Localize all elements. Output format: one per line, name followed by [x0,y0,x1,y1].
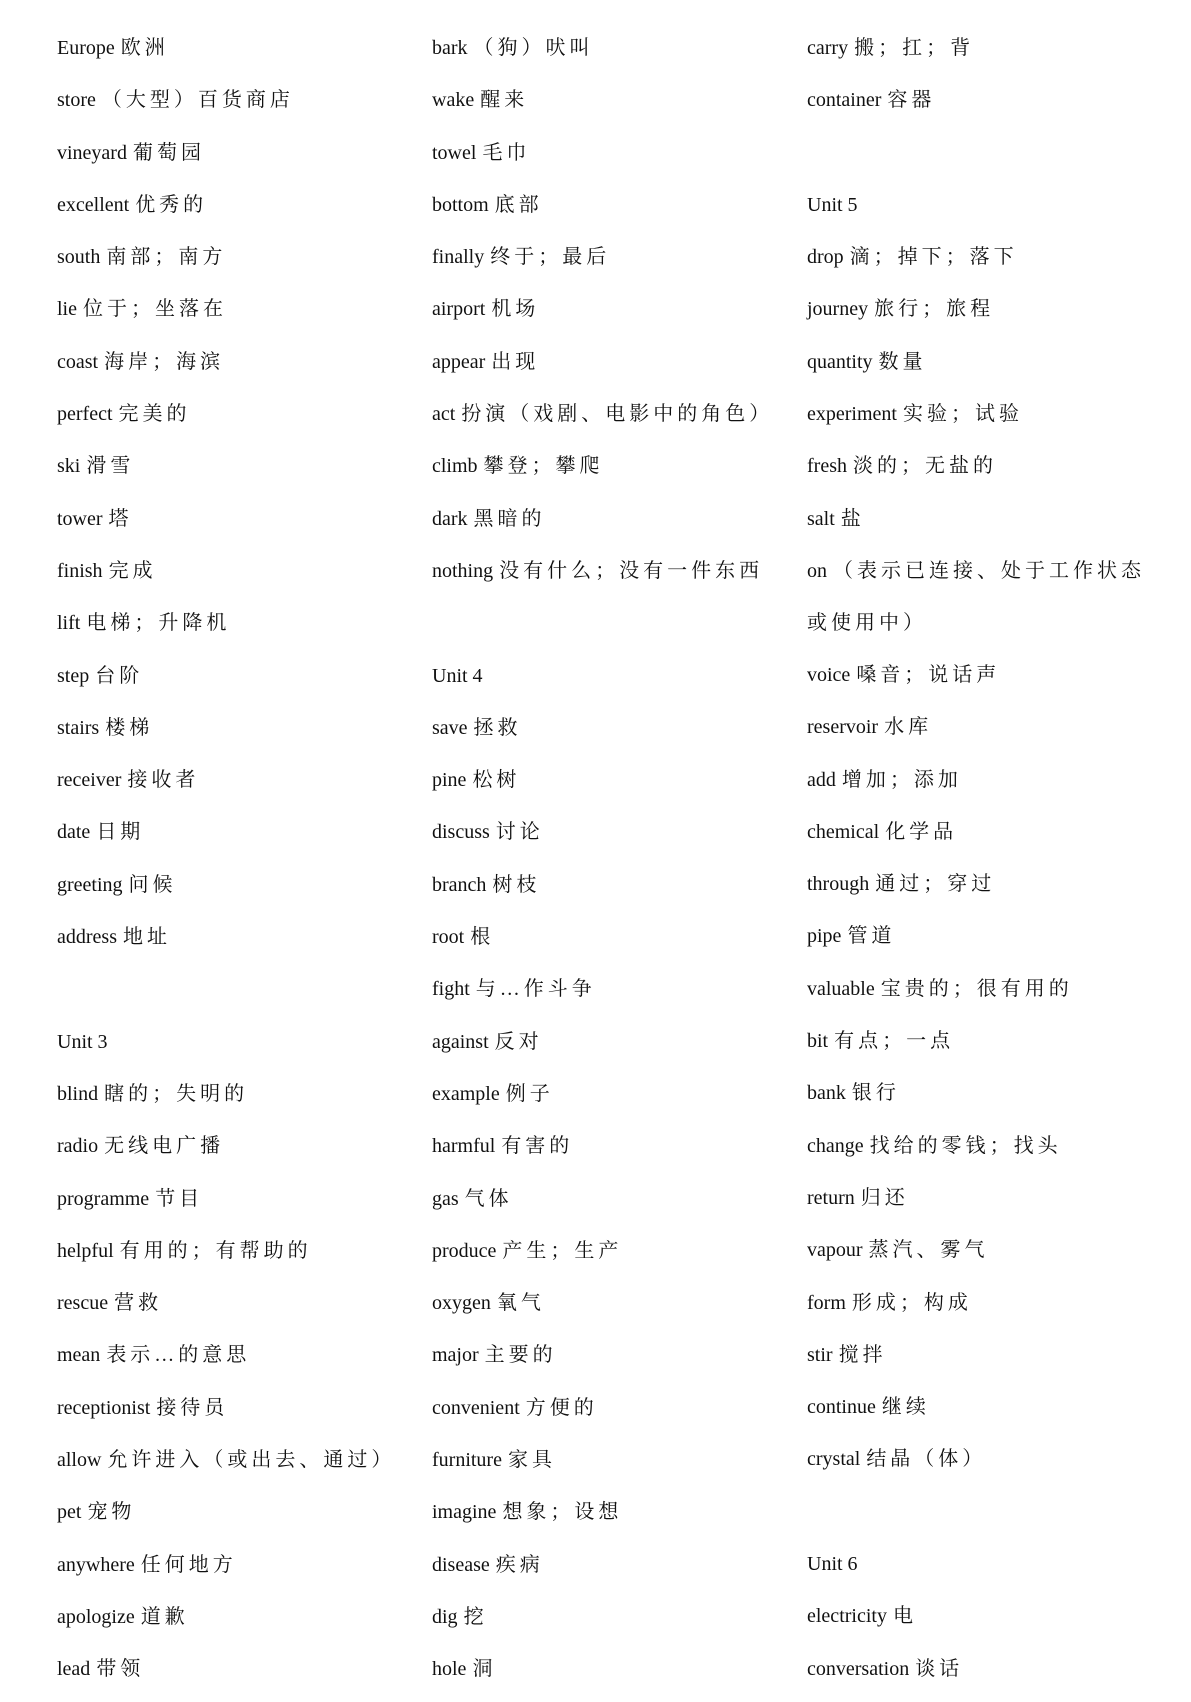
chinese-meaning: 黑暗的 [473,507,546,530]
chinese-meaning: 接待员 [156,1396,229,1419]
vocab-entry [57,1179,402,1231]
english-word: carry [807,37,849,59]
vocab-entry [432,133,777,185]
chinese-meaning: 带领 [96,1658,145,1681]
chinese-meaning: 节目 [155,1187,204,1210]
english-word: mean [57,1344,101,1367]
chinese-meaning: 挖 [463,1605,488,1628]
chinese-meaning: 水库 [884,716,933,739]
english-word: against [432,1030,489,1053]
english-word: experiment [807,403,897,426]
chinese-meaning: 台阶 [95,664,144,687]
chinese-meaning: 葡萄园 [132,141,205,164]
vocab-entry [57,1440,402,1492]
english-word: journey [807,298,869,321]
chinese-meaning: 家具 [507,1449,556,1472]
vocab-entry [807,1439,1159,1491]
english-word: store [57,89,96,112]
vocab-entry [807,1178,1159,1230]
unit-heading: Unit 5 [807,193,858,216]
vocab-column-2 [432,28,777,1702]
english-word: excellent [57,193,130,216]
english-word: blind [57,1082,99,1105]
chinese-meaning: 地址 [122,926,171,949]
vocab-entry [432,760,777,812]
vocab-entry [57,1492,402,1544]
vocab-entry [807,655,1159,707]
chinese-meaning: 完美的 [118,403,191,426]
english-word: through [807,873,870,896]
unit-heading: Unit 4 [432,664,483,687]
chinese-meaning: （大型）百货商店 [101,89,294,112]
english-word: voice [807,663,851,686]
english-word: bottom [432,193,489,216]
vocab-entry [432,446,777,498]
vocab-entry [57,917,402,969]
english-word: disease [432,1553,490,1576]
english-word: step [57,664,90,687]
english-word: reservoir [807,716,879,739]
chinese-meaning: 扮演（戏剧、电影中的角色） [461,403,774,426]
chinese-meaning: （狗）吠叫 [473,37,594,59]
vocab-entry [807,499,1159,551]
english-word: major [432,1344,479,1367]
vocab-entry [57,28,402,80]
vocab-entry [57,499,402,551]
vocab-entry [57,80,402,132]
chinese-meaning: 允许进入（或出去、通过） [107,1449,396,1472]
chinese-meaning: 想象；设想 [502,1501,623,1524]
chinese-meaning: 增加；添加 [841,768,962,791]
english-word: coast [57,350,99,373]
english-word: hole [432,1658,467,1681]
chinese-meaning: 有点；一点 [834,1030,955,1053]
english-word: perfect [57,403,113,426]
vocab-entry [57,446,402,498]
english-word: tower [57,507,103,530]
vocab-entry [57,1335,402,1387]
vocab-entry [57,1649,402,1701]
chinese-meaning: 接收者 [127,769,200,792]
vocab-entry [807,916,1159,968]
chinese-meaning: 海岸；海滨 [104,350,225,373]
chinese-meaning: 氧气 [496,1292,545,1315]
chinese-meaning: 化学品 [885,820,958,843]
english-word: fresh [807,455,847,478]
chinese-meaning: 产生；生产 [502,1239,623,1262]
spacer [807,133,1159,185]
vocab-entry [432,80,777,132]
english-word: conversation [807,1657,910,1680]
english-word: convenient [432,1396,520,1419]
vocab-entry [807,1021,1159,1073]
vocab-column-3 [807,28,1159,1701]
chinese-meaning: 机场 [491,298,540,321]
chinese-meaning: 树枝 [492,873,541,896]
chinese-meaning: 方便的 [525,1396,598,1419]
vocab-entry [432,551,777,603]
english-word: programme [57,1187,150,1210]
vocab-entry [807,446,1159,498]
vocab-entry [432,1283,777,1335]
english-word: nothing [432,559,494,582]
chinese-meaning: 讨论 [495,821,544,844]
english-word: pipe [807,925,842,948]
chinese-meaning: 道歉 [140,1605,189,1628]
chinese-meaning: 例子 [505,1082,554,1105]
vocab-entry [807,1283,1159,1335]
vocab-entry [57,133,402,185]
vocab-entry [432,185,777,237]
chinese-meaning: 毛巾 [482,141,531,164]
english-word: crystal [807,1448,861,1471]
vocab-entry [432,1492,777,1544]
chinese-meaning: 宠物 [87,1501,136,1524]
chinese-meaning: 疾病 [495,1553,544,1576]
spacer [807,1492,1159,1544]
english-word: allow [57,1449,102,1472]
vocab-entry [57,865,402,917]
chinese-meaning: 日期 [96,821,145,844]
vocab-entry [57,185,402,237]
chinese-meaning: 容器 [887,89,936,112]
english-word: harmful [432,1135,496,1158]
english-word: receptionist [57,1396,151,1419]
chinese-meaning: 没有什么；没有一件东西 [499,559,764,582]
chinese-meaning: 电 [892,1605,917,1628]
vocab-entry [807,545,1159,649]
chinese-meaning: 南部；南方 [106,246,227,269]
chinese-meaning: 电梯；升降机 [86,612,231,635]
chinese-meaning: 反对 [494,1030,543,1053]
vocab-entry [57,603,402,655]
english-word: bark [432,37,468,59]
vocab-entry [432,289,777,341]
chinese-meaning: 任何地方 [140,1553,237,1576]
english-word: rescue [57,1292,109,1315]
english-word: Europe [57,37,115,59]
vocab-entry [432,1335,777,1387]
vocab-entry [57,237,402,289]
english-word: stairs [57,716,100,739]
english-word: south [57,246,101,269]
chinese-meaning: 楼梯 [105,716,154,739]
unit-heading: Unit 3 [57,1030,108,1053]
vocab-entry [432,708,777,760]
english-word: drop [807,246,844,269]
vocab-entry [57,551,402,603]
chinese-meaning: 淡的；无盐的 [852,455,997,478]
english-word: produce [432,1239,497,1262]
vocab-entry [57,760,402,812]
chinese-meaning: （表示已连接、处于工作状态或使用中） [807,559,1145,634]
vocab-entry [807,289,1159,341]
english-word: airport [432,298,486,321]
vocab-entry [57,708,402,760]
english-word: greeting [57,873,123,896]
chinese-meaning: 宝贵的；很有用的 [880,977,1073,1000]
chinese-meaning: 欧洲 [120,37,169,59]
chinese-meaning: 表示…的意思 [106,1344,251,1367]
vocab-entry [807,1596,1159,1648]
english-word: vineyard [57,141,127,164]
chinese-meaning: 营救 [114,1292,163,1315]
english-word: imagine [432,1501,497,1524]
vocab-entry [57,1231,402,1283]
vocab-entry [807,969,1159,1021]
chinese-meaning: 形成；构成 [851,1291,972,1314]
chinese-meaning: 数量 [878,350,927,373]
english-word: address [57,926,117,949]
vocab-entry [432,969,777,1021]
chinese-meaning: 结晶（体） [866,1448,987,1471]
english-word: save [432,716,468,739]
chinese-meaning: 瞎的；失明的 [104,1082,249,1105]
vocab-entry [57,394,402,446]
spacer [432,603,777,655]
spacer [57,969,402,1021]
vocab-entry [807,237,1159,289]
vocab-entry [432,1597,777,1649]
vocab-entry [57,1283,402,1335]
vocab-entry [432,812,777,864]
chinese-meaning: 滴；掉下；落下 [849,246,1018,269]
english-word: electricity [807,1605,887,1628]
english-word: radio [57,1135,99,1158]
vocab-entry [57,656,402,708]
vocab-entry [57,342,402,394]
chinese-meaning: 优秀的 [135,193,208,216]
chinese-meaning: 继续 [881,1396,930,1419]
english-word: chemical [807,820,880,843]
english-word: form [807,1291,846,1314]
vocab-entry [57,289,402,341]
english-word: lead [57,1658,91,1681]
vocab-entry [57,1126,402,1178]
vocab-entry [432,1231,777,1283]
vocab-entry [807,864,1159,916]
english-word: receiver [57,769,122,792]
chinese-meaning: 谈话 [915,1657,964,1680]
chinese-meaning: 实验；试验 [902,403,1023,426]
english-word: pet [57,1501,82,1524]
chinese-meaning: 出现 [491,350,540,373]
vocab-entry [432,917,777,969]
vocab-entry [432,28,777,80]
english-word: quantity [807,350,873,373]
chinese-meaning: 银行 [851,1082,900,1105]
english-word: return [807,1186,855,1209]
english-word: discuss [432,821,490,844]
english-word: gas [432,1187,459,1210]
english-word: ski [57,455,81,478]
vocab-entry [807,1387,1159,1439]
vocab-entry [807,1649,1159,1701]
english-word: vapour [807,1239,863,1262]
vocab-entry [57,1597,402,1649]
vocab-entry [57,812,402,864]
chinese-meaning: 有害的 [501,1135,574,1158]
chinese-meaning: 终于；最后 [490,246,611,269]
english-word: date [57,821,91,844]
unit-heading: Unit 6 [807,1553,858,1576]
english-word: lift [57,612,81,635]
vocab-entry [807,1230,1159,1282]
english-word: towel [432,141,477,164]
chinese-meaning: 蒸汽、雾气 [868,1239,989,1262]
vocab-entry [432,237,777,289]
english-word: act [432,403,456,426]
vocab-entry [432,394,777,446]
english-word: oxygen [432,1292,491,1315]
vocab-column-1 [57,28,402,1702]
chinese-meaning: 拯救 [473,716,522,739]
english-word: root [432,926,465,949]
chinese-meaning: 位于；坐落在 [83,298,227,321]
vocab-entry [432,342,777,394]
english-word: stir [807,1343,833,1366]
vocab-entry [807,1335,1159,1387]
english-word: change [807,1134,864,1157]
vocab-entry [807,1073,1159,1125]
vocab-entry [432,1440,777,1492]
chinese-meaning: 气体 [464,1187,513,1210]
vocab-entry [57,1545,402,1597]
vocab-entry [807,760,1159,812]
vocab-entry [807,80,1159,132]
chinese-meaning: 搅拌 [838,1343,887,1366]
english-word: branch [432,873,487,896]
english-word: appear [432,350,486,373]
chinese-meaning: 有用的；有帮助的 [119,1239,312,1262]
english-word: apologize [57,1605,135,1628]
english-word: lie [57,298,77,321]
chinese-meaning: 松树 [472,769,521,792]
vocab-entry [807,812,1159,864]
english-word: anywhere [57,1553,135,1576]
english-word: furniture [432,1449,502,1472]
english-word: finally [432,246,485,269]
chinese-meaning: 找给的零钱；找头 [869,1134,1062,1157]
english-word: continue [807,1396,876,1419]
english-word: example [432,1082,500,1105]
english-word: dig [432,1605,458,1628]
english-word: wake [432,89,475,112]
chinese-meaning: 主要的 [484,1344,557,1367]
chinese-meaning: 无线电广播 [104,1135,225,1158]
vocab-entry [57,1388,402,1440]
chinese-meaning: 醒来 [480,89,529,112]
vocab-entry [432,1545,777,1597]
english-word: container [807,89,882,112]
english-word: finish [57,559,103,582]
chinese-meaning: 攀登；攀爬 [483,455,604,478]
vocab-entry [807,707,1159,759]
english-word: fight [432,978,470,1001]
vocab-entry [432,1179,777,1231]
chinese-meaning: 管道 [847,925,896,948]
chinese-meaning: 与…作斗争 [475,978,596,1001]
vocab-entry [807,394,1159,446]
chinese-meaning: 盐 [840,507,865,530]
chinese-meaning: 洞 [472,1658,497,1681]
english-word: salt [807,507,835,530]
chinese-meaning: 滑雪 [86,455,135,478]
english-word: on [807,559,827,582]
english-word: bit [807,1030,829,1053]
vocab-entry [432,1649,777,1701]
vocab-entry [807,28,1159,80]
vocab-entry [807,1126,1159,1178]
english-word: valuable [807,977,875,1000]
chinese-meaning: 旅行；旅程 [874,298,995,321]
english-word: helpful [57,1239,114,1262]
english-word: pine [432,769,467,792]
chinese-meaning: 根 [470,926,495,949]
english-word: climb [432,455,478,478]
vocab-entry [432,1074,777,1126]
vocab-entry [432,865,777,917]
english-word: dark [432,507,468,530]
chinese-meaning: 嗓音；说话声 [856,663,1001,686]
vocab-entry [807,342,1159,394]
chinese-meaning: 搬；扛；背 [854,37,975,59]
english-word: add [807,768,836,791]
chinese-meaning: 问候 [128,873,177,896]
vocab-entry [432,499,777,551]
vocab-entry [432,1388,777,1440]
chinese-meaning: 通过；穿过 [875,873,996,896]
vocab-entry [57,1074,402,1126]
chinese-meaning: 塔 [108,507,133,530]
chinese-meaning: 归还 [860,1186,909,1209]
chinese-meaning: 底部 [494,193,543,216]
vocab-entry [432,1126,777,1178]
english-word: bank [807,1082,846,1105]
vocab-entry [432,1022,777,1074]
chinese-meaning: 完成 [108,559,157,582]
